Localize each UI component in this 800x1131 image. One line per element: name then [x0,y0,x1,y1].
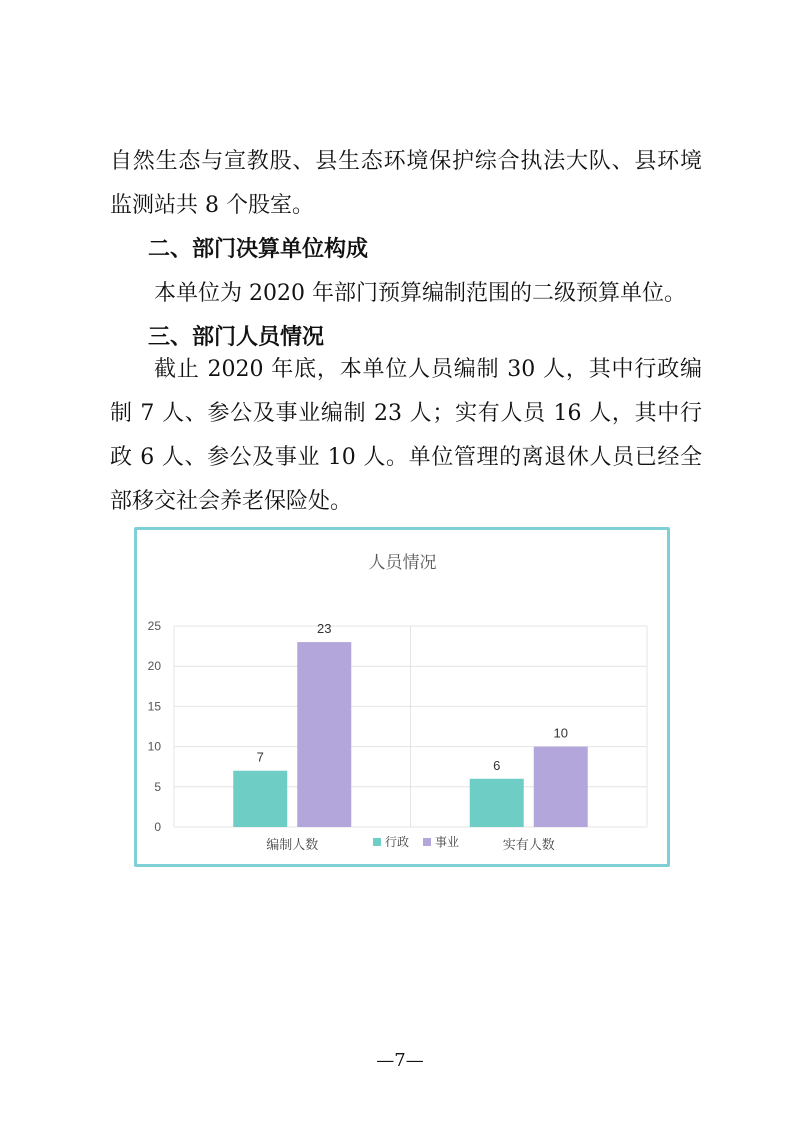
y-tick-label-5: 5 [154,779,161,794]
section-heading-staff: 三、部门人员情况 [148,325,325,350]
page-number: —7— [376,1050,424,1071]
data-label-行政-编制人数: 7 [256,749,264,765]
section-heading-unit-composition: 二、部门决算单位构成 [148,237,369,262]
legend-swatch-行政 [373,838,381,846]
y-tick-label-10: 10 [147,739,161,754]
bar-行政-编制人数 [233,771,287,827]
bar-行政-实有人数 [470,779,524,827]
paragraph-staff: 截止 2020 年底，本单位人员编制 30 人，其中行政编制 7 人、参公及事业编制 23 人；实有人员 16 人，其中行政 6 人、参公及事业 10 人。单位管理的离退休人员已经全部移交社会养老保险处。 [110,357,702,514]
y-tick-label-25: 25 [147,619,161,633]
legend-label-事业: 事业 [435,835,460,849]
staff-bar-chart [137,530,667,864]
x-tick-label-编制人数: 编制人数 [266,837,319,852]
data-label-事业-编制人数: 23 [317,621,332,637]
legend-label-行政: 行政 [385,835,410,849]
bar-事业-编制人数 [297,642,351,827]
bar-事业-实有人数 [534,747,588,827]
paragraph-unit-composition: 本单位为 2020 年部门预算编制范围的二级预算单位。 [154,281,686,306]
chart-title: 人员情况 [368,553,437,572]
y-tick-label-0: 0 [154,820,161,834]
legend-swatch-事业 [423,838,431,846]
data-label-事业-实有人数: 10 [553,725,568,741]
y-tick-label-15: 15 [147,699,161,714]
x-tick-label-实有人数: 实有人数 [502,837,555,852]
staff-chart-container [134,527,670,867]
paragraph-offices: 自然生态与宣教股、县生态环境保护综合执法大队、县环境监测站共 8 个股室。 [110,149,702,218]
y-tick-label-20: 20 [147,659,161,674]
data-label-行政-实有人数: 6 [493,757,501,773]
